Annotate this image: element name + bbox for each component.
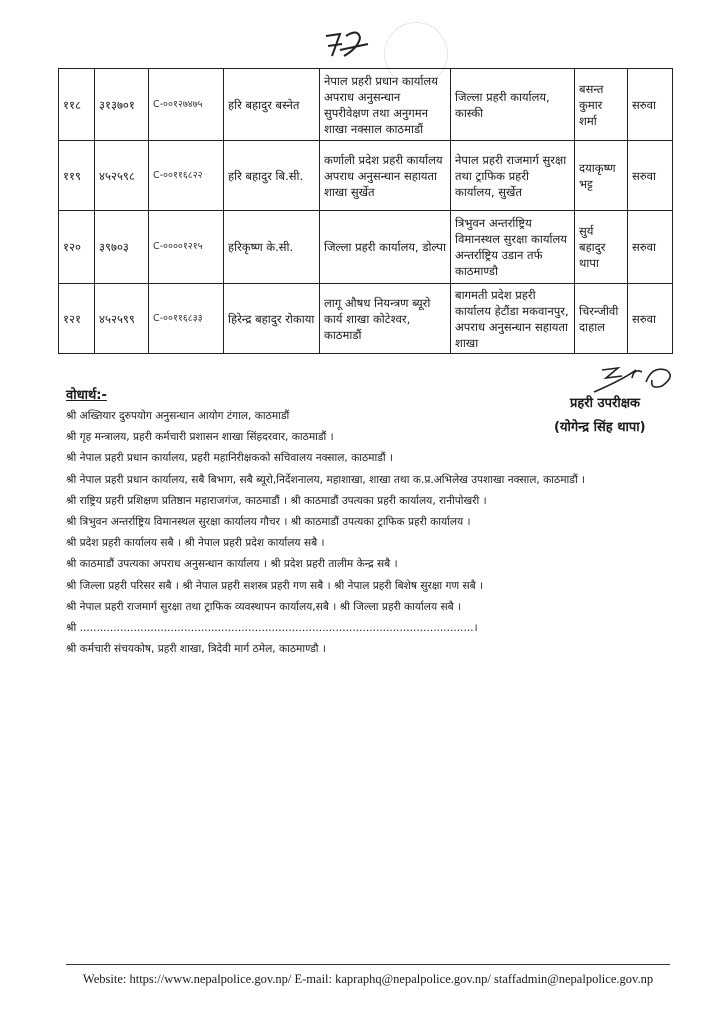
transfer-type: सरुवा	[628, 284, 673, 354]
transfer-type: सरुवा	[628, 141, 673, 211]
table-row	[59, 141, 673, 211]
cc-line: श्री कर्मचारी संचयकोष, प्रहरी शाखा, त्रिदेवी मार्ग ठमेल, काठमाण्डौ ।	[66, 643, 326, 656]
footer-contact: Website: https://www.nepalpolice.gov.np/ E-mail: kapraphq@nepalpolice.gov.np/ staffadmin@nepalpolice.gov.np	[82, 972, 654, 986]
cc-line: श्री प्रदेश प्रहरी कार्यालय सबै । श्री नेपाल प्रहरी प्रदेश कार्यालय सबै ।	[66, 537, 325, 550]
counterpart-name: सुर्य बहादुर थापा	[575, 211, 628, 284]
serial-number: ११८	[59, 69, 95, 141]
serial-number: ११९	[59, 141, 95, 211]
employee-name: हरिकृष्ण के.सी.	[224, 211, 320, 284]
employee-code: C-००११६८३३	[149, 284, 224, 354]
to-office: त्रिभुवन अन्तर्राष्ट्रिय विमानस्थल सुरक्षा कार्यालय अन्तर्राष्ट्रिय उडान तर्फ काठमाण्डौ	[451, 211, 575, 284]
from-office: कर्णाली प्रदेश प्रहरी कार्यालय अपराध अनुसन्धान सहायता शाखा सुर्खेत	[320, 141, 451, 211]
transfer-type: सरुवा	[628, 69, 673, 141]
footer-divider	[66, 964, 670, 965]
cc-line: श्री नेपाल प्रहरी प्रधान कार्यालय, सबै बिभाग, सबै ब्यूरो,निर्देशनालय, महाशाखा, शाखा तथा क.प्र.अभिलेख उपशाखा नक्साल, काठमाडौं ।	[66, 473, 586, 486]
cc-line: श्री अख्तियार दुरुपयोग अनुसन्धान आयोग टंगाल, काठमाडौं	[66, 410, 290, 422]
employee-code: C-००००१२१५	[149, 211, 224, 284]
cc-line: श्री .....................................................................................................................।	[66, 622, 478, 635]
cc-list	[66, 406, 666, 660]
police-id: ३९७०३	[95, 211, 149, 284]
from-office: लागू औषध नियन्त्रण ब्यूरो कार्य शाखा कोटेश्वर, काठमाडौं	[320, 284, 451, 354]
police-id: ४५२५९९	[95, 284, 149, 354]
transfer-type: सरुवा	[628, 211, 673, 284]
table-row	[59, 284, 673, 354]
police-id: ३१३७०१	[95, 69, 149, 141]
signatory-name: (योगेन्द्र सिंह थापा)	[554, 420, 646, 435]
employee-name: हरि बहादुर बस्नेत	[224, 69, 320, 141]
cc-line: श्री जिल्ला प्रहरी परिसर सबै । श्री नेपाल प्रहरी सशस्त्र प्रहरी गण सबै । श्री नेपाल प्रहरी बिशेष सुरक्षा गण सबै ।	[66, 579, 484, 592]
cc-line: श्री काठमाडौं उपत्यका अपराध अनुसन्धान कार्यालय । श्री प्रदेश प्रहरी तालीम केन्द्र सबै ।	[66, 558, 398, 571]
police-id: ४५२५९८	[95, 141, 149, 211]
transfer-table	[58, 68, 673, 354]
signatory-title: प्रहरी उपरीक्षक	[570, 396, 641, 411]
counterpart-name: चिरन्जीवी दाहाल	[575, 284, 628, 354]
cc-line: श्री नेपाल प्रहरी राजमार्ग सुरक्षा तथा ट्राफिक व्यवस्थापन कार्यालय,सबै । श्री जिल्ला प्रहरी कार्यालय सबै ।	[66, 600, 462, 613]
employee-code: C-००१२७४७५	[149, 69, 224, 141]
cc-line: श्री त्रिभुवन अन्तर्राष्ट्रिय विमानस्थल सुरक्षा कार्यालय गौचर । श्री काठमाडौं उपत्यका ट्राफिक प्रहरी कार्यालय ।	[66, 516, 471, 529]
table-row	[59, 69, 673, 141]
employee-name: हरि बहादुर बि.सी.	[224, 141, 320, 211]
to-office: नेपाल प्रहरी राजमार्ग सुरक्षा तथा ट्राफिक प्रहरी कार्यालय, सुर्खेत	[451, 141, 575, 211]
employee-name: हिरेन्द्र बहादुर रोकाया	[224, 284, 320, 354]
bodharth-heading: वोधार्थ:-	[66, 388, 107, 403]
signature	[592, 362, 678, 394]
handwritten-page-number	[322, 26, 372, 62]
serial-number: १२१	[59, 284, 95, 354]
counterpart-name: बसन्त कुमार शर्मा	[575, 69, 628, 141]
from-office: जिल्ला प्रहरी कार्यालय, डोल्पा	[320, 211, 451, 284]
cc-line: श्री गृह मन्त्रालय, प्रहरी कर्मचारी प्रशासन शाखा सिंहदरवार, काठमाडौं ।	[66, 431, 334, 444]
to-office: बागमती प्रदेश प्रहरी कार्यालय हेटौंडा मकवानपुर, अपराध अनुसन्धान सहायता शाखा	[451, 284, 575, 354]
table-row	[59, 211, 673, 284]
employee-code: C-००११६८२२	[149, 141, 224, 211]
serial-number: १२०	[59, 211, 95, 284]
counterpart-name: दयाकृष्ण भट्ट	[575, 141, 628, 211]
cc-line: श्री राष्ट्रिय प्रहरी प्रशिक्षण प्रतिष्ठान महाराजगंज, काठमाडौं । श्री काठमाडौं उपत्यका प्रहरी कार्यालय, रानीपोखरी ।	[66, 494, 487, 507]
to-office: जिल्ला प्रहरी कार्यालय, कास्की	[451, 69, 575, 141]
from-office: नेपाल प्रहरी प्रधान कार्यालय अपराध अनुसन्धान सुपरीवेक्षण तथा अनुगमन शाखा नक्साल काठमाडौं	[320, 69, 451, 141]
cc-line: श्री नेपाल प्रहरी प्रधान कार्यालय, प्रहरी महानिरीक्षकको सचिवालय नक्साल, काठमाडौं ।	[66, 452, 394, 465]
